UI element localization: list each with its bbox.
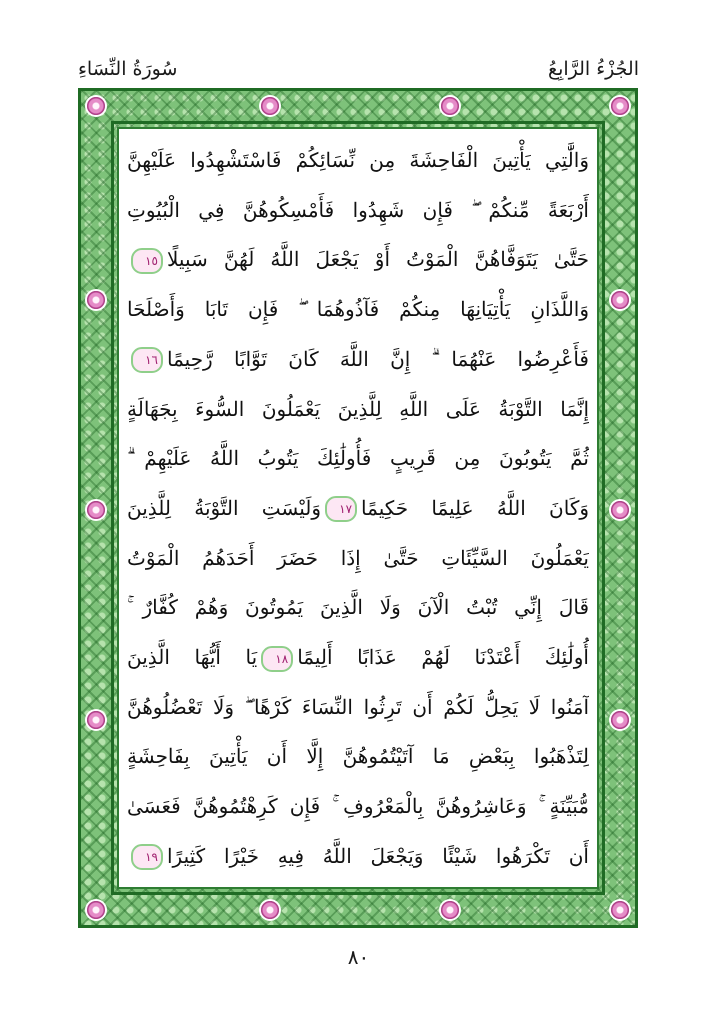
rosette-icon [87, 711, 105, 729]
verse-line [127, 835, 589, 879]
verse-line [127, 586, 589, 630]
verse-line [127, 437, 589, 481]
verse-line [127, 735, 589, 779]
verse-line [127, 139, 589, 183]
verse-line [127, 487, 589, 531]
verse-text: وَاللَّذَانِ يَأْتِيَانِهَا مِنكُمْ فَآذُوهُمَا ۖ فَإِن تَابَا وَأَصْلَحَا [127, 297, 589, 322]
verse-text: ثُمَّ يَتُوبُونَ مِن قَرِيبٍ فَأُولَٰئِكَ يَتُوبُ اللَّهُ عَلَيْهِمْ ۗ [127, 446, 589, 471]
rosette-icon [87, 901, 105, 919]
rosette-icon [611, 291, 629, 309]
verse-text: آمَنُوا لَا يَحِلُّ لَكُمْ أَن تَرِثُوا النِّسَاءَ كَرْهًا ۖ وَلَا تَعْضُلُوهُنَّ [127, 694, 589, 719]
rosette-icon [87, 501, 105, 519]
verse-text: يَا أَيُّهَا الَّذِينَ [127, 645, 258, 670]
rosette-icon [87, 291, 105, 309]
ayah-number-marker: ١٦ [131, 347, 163, 373]
rosette-icon [611, 501, 629, 519]
verse-text: وَالَّٰتِي يَأْتِينَ الْفَاحِشَةَ مِن نِّسَائِكُمْ فَاسْتَشْهِدُوا عَلَيْهِنَّ [127, 148, 589, 172]
surah-name: سُورَةُ النِّسَاءِ [78, 58, 178, 80]
page-number: ٨٠ [347, 945, 370, 969]
ornamental-frame [78, 88, 638, 928]
verse-text: وَلَيْسَتِ التَّوْبَةُ لِلَّذِينَ [127, 495, 322, 520]
verse-line [127, 388, 589, 432]
verse-line [127, 338, 589, 382]
verse-line [127, 288, 589, 332]
verse-text: حَتَّىٰ يَتَوَفَّاهُنَّ الْمَوْتُ أَوْ يَجْعَلَ اللَّهُ لَهُنَّ سَبِيلًا [167, 247, 589, 272]
text-panel [117, 127, 599, 889]
rosette-icon [611, 901, 629, 919]
verse-text: أُولَٰئِكَ أَعْتَدْنَا لَهُمْ عَذَابًا أَلِيمًا [297, 645, 589, 670]
rosette-icon [261, 97, 279, 115]
ayah-number-marker: ١٥ [131, 248, 163, 274]
rosette-icon [87, 97, 105, 115]
verse-line [127, 189, 589, 233]
verse-text: لِتَذْهَبُوا بِبَعْضِ مَا آتَيْتُمُوهُنَّ إِلَّا أَن يَأْتِينَ بِفَاحِشَةٍ [127, 744, 589, 769]
verse-text: أَرْبَعَةً مِّنكُمْ ۖ فَإِن شَهِدُوا فَأَمْسِكُوهُنَّ فِي الْبُيُوتِ [127, 197, 589, 222]
rosette-icon [441, 901, 459, 919]
verse-lines [127, 139, 589, 879]
verse-text: وَكَانَ اللَّهُ عَلِيمًا حَكِيمًا [361, 495, 589, 520]
rosette-icon [441, 97, 459, 115]
verse-line [127, 238, 589, 282]
verse-line [127, 785, 589, 829]
verse-text: أَن تَكْرَهُوا شَيْئًا وَيَجْعَلَ اللَّهُ فِيهِ خَيْرًا كَثِيرًا [167, 843, 589, 868]
rosette-icon [611, 97, 629, 115]
verse-text: قَالَ إِنِّي تُبْتُ الْآنَ وَلَا الَّذِينَ يَمُوتُونَ وَهُمْ كُفَّارٌ ۚ [127, 595, 589, 620]
ayah-number-marker: ١٩ [131, 844, 163, 870]
verse-text: مُّبَيِّنَةٍ ۚ وَعَاشِرُوهُنَّ بِالْمَعْرُوفِ ۚ فَإِن كَرِهْتُمُوهُنَّ فَعَسَىٰ [127, 794, 589, 819]
verse-line [127, 636, 589, 680]
verse-text: يَعْمَلُونَ السَّيِّئَاتِ حَتَّىٰ إِذَا حَضَرَ أَحَدَهُمُ الْمَوْتُ [127, 545, 589, 570]
verse-line [127, 686, 589, 730]
verse-text: إِنَّمَا التَّوْبَةُ عَلَى اللَّهِ لِلَّذِينَ يَعْمَلُونَ السُّوءَ بِجَهَالَةٍ [127, 396, 589, 421]
rosette-icon [261, 901, 279, 919]
ayah-number-marker: ١٨ [261, 646, 293, 672]
rosette-icon [611, 711, 629, 729]
ayah-number-marker: ١٧ [325, 496, 357, 522]
verse-text: فَأَعْرِضُوا عَنْهُمَا ۗ إِنَّ اللَّهَ كَانَ تَوَّابًا رَّحِيمًا [167, 346, 589, 371]
verse-line [127, 537, 589, 581]
juz-name: الجُزْءُ الرَّابِعُ [547, 58, 639, 80]
